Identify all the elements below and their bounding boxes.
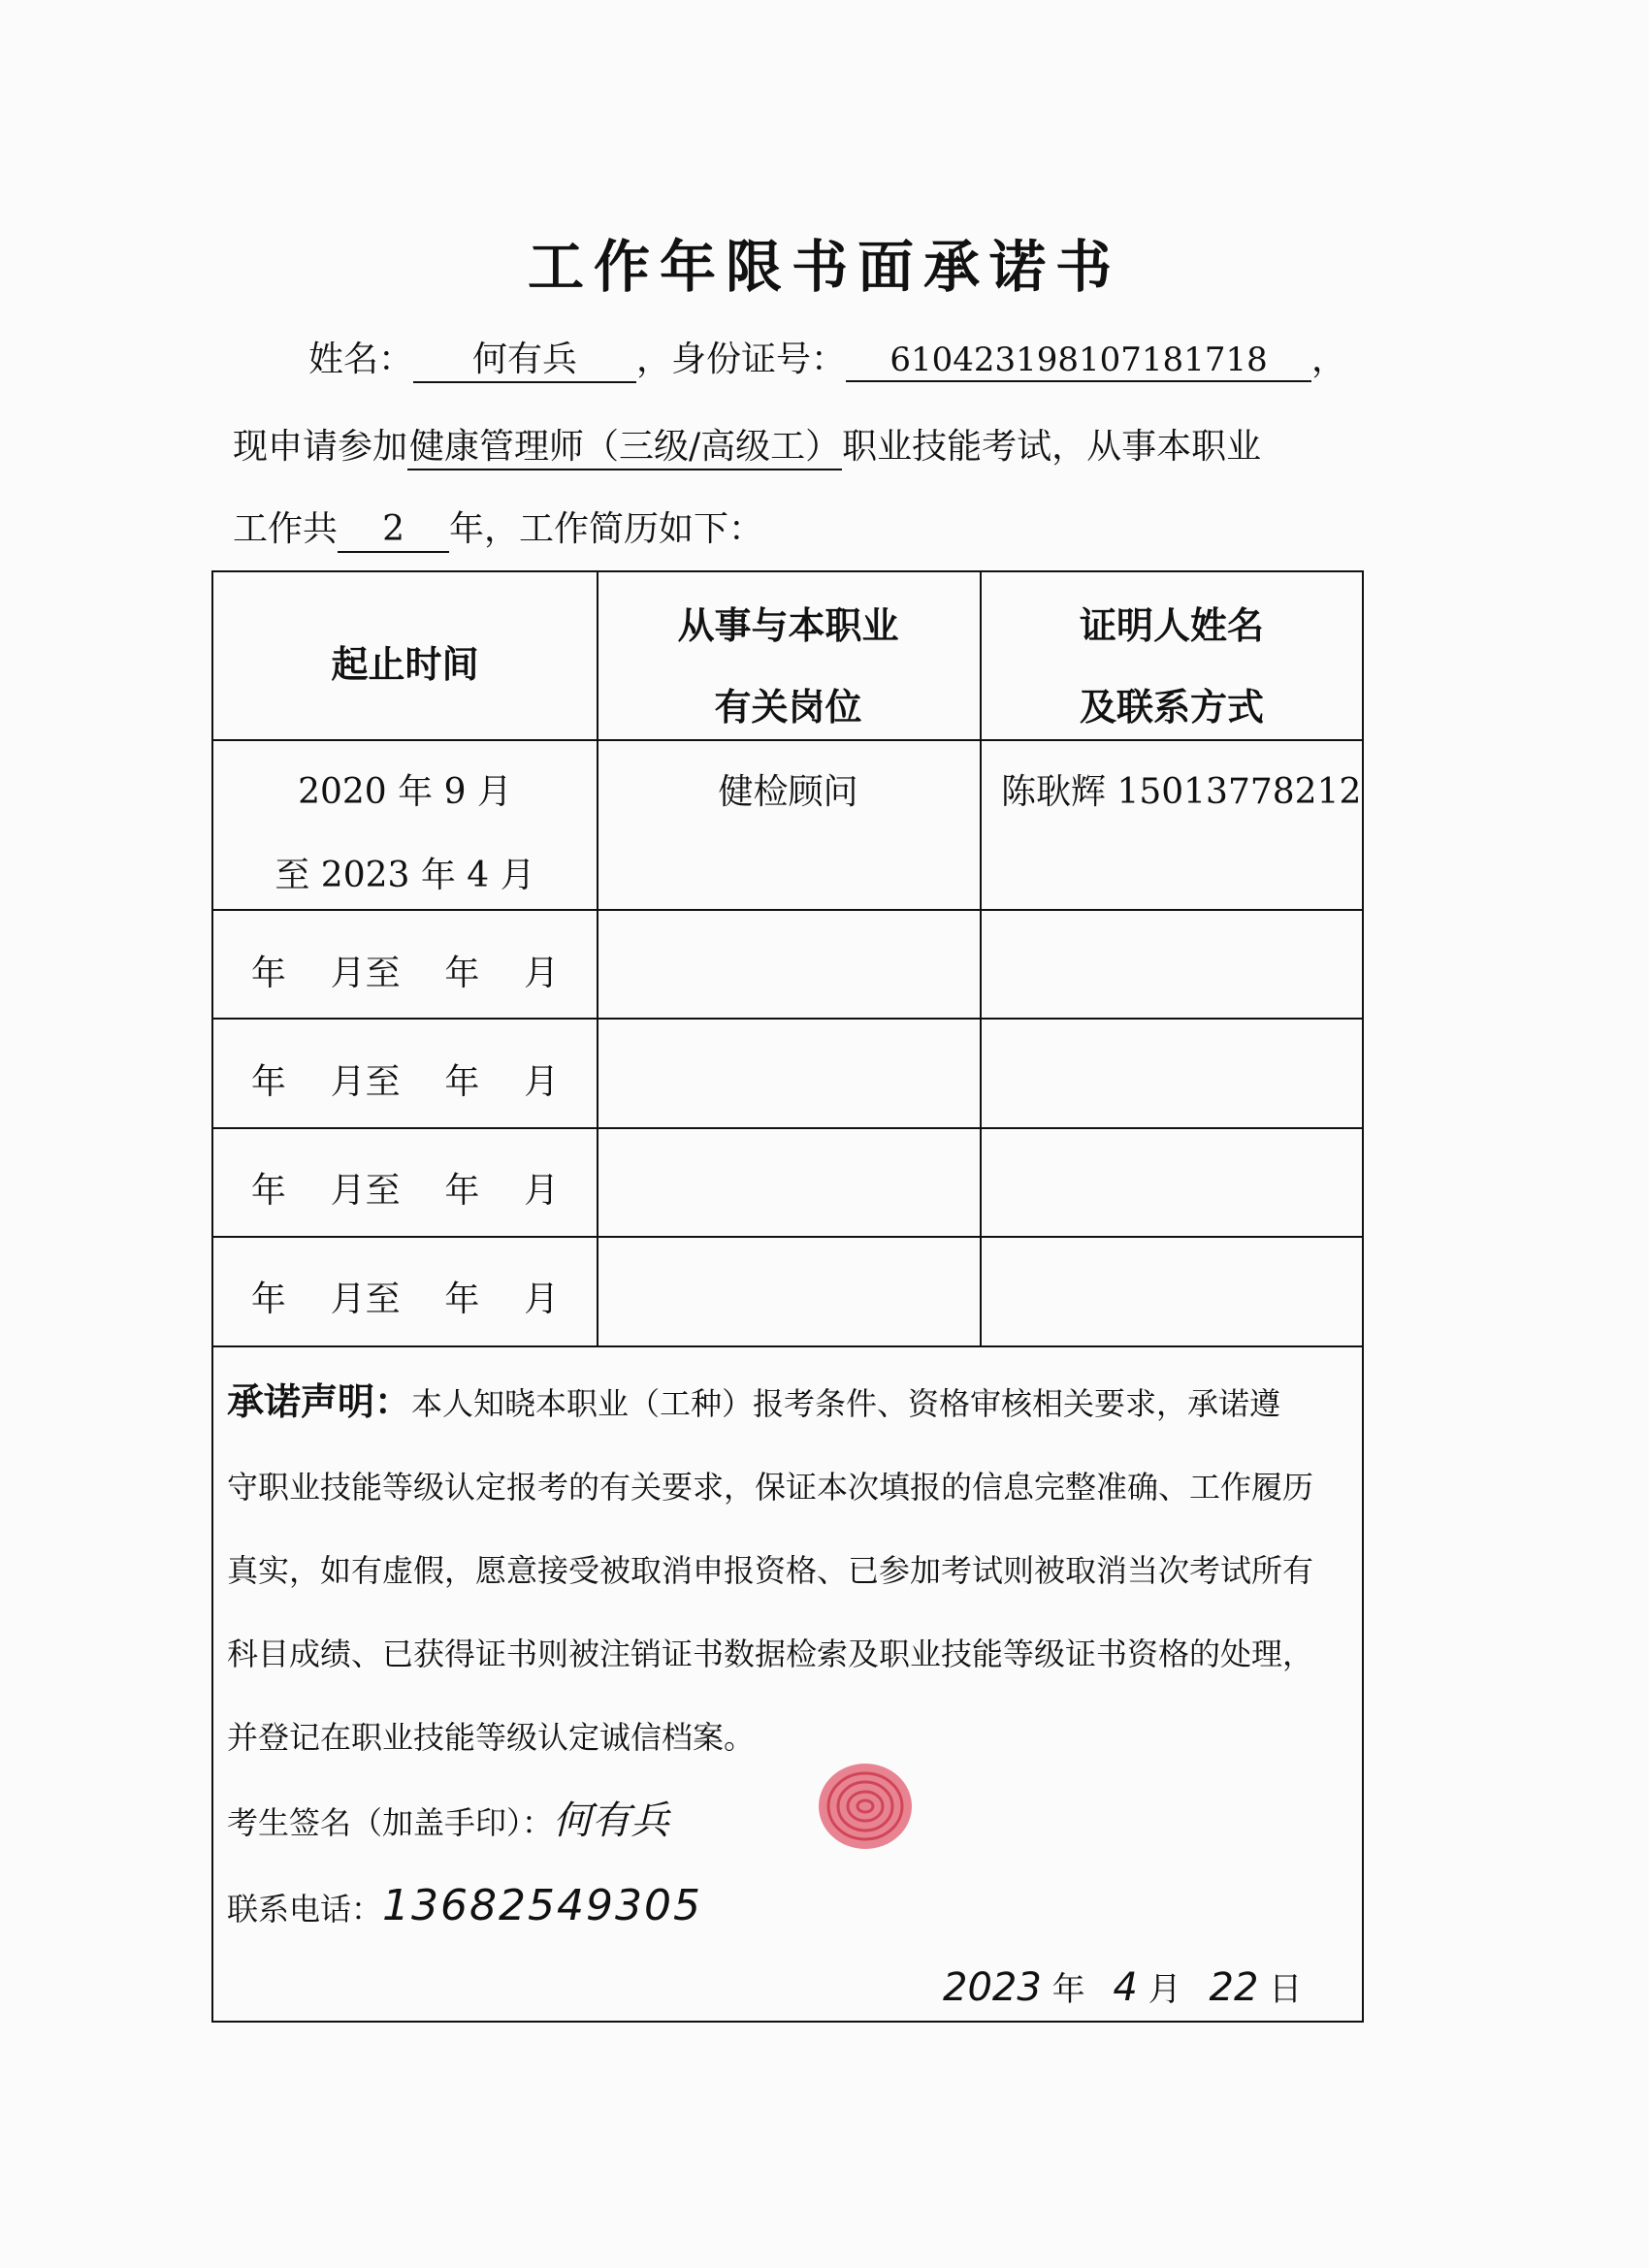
row1-period-end: 至 2023 年 4 月 xyxy=(275,856,535,895)
years-prefix: 工作共 xyxy=(233,509,339,549)
name-label: 姓名： xyxy=(308,340,414,379)
years-suffix: 年，工作简历如下： xyxy=(449,509,764,549)
signature-label: 考生签名（加盖手印）： xyxy=(227,1804,554,1841)
header-witness-line1: 证明人姓名 xyxy=(1079,604,1264,647)
row-divider xyxy=(213,739,1362,741)
apply-suffix: 职业技能考试，从事本职业 xyxy=(842,427,1262,467)
row-divider xyxy=(213,909,1362,911)
pledge-line4: 科目成绩、已获得证书则被注销证书数据检索及职业技能等级证书资格的处理， xyxy=(227,1636,1314,1672)
pledge-line5: 并登记在职业技能等级认定诚信档案。 xyxy=(227,1719,756,1756)
pledge-title: 承诺声明： xyxy=(227,1380,412,1423)
date-year-unit: 年 xyxy=(1051,1970,1085,2009)
header-position-line1: 从事与本职业 xyxy=(677,604,899,647)
id-end: ， xyxy=(1311,340,1347,379)
header-period: 起止时间 xyxy=(331,643,479,686)
apply-line xyxy=(233,427,1262,470)
row1-witness: 陈耿辉 15013778212 xyxy=(1001,772,1362,812)
row-divider xyxy=(213,1345,1362,1347)
work-history-table xyxy=(211,570,1364,2023)
row-divider xyxy=(213,1018,1362,1020)
pledge-line1: 本人知晓本职业（工种）报考条件、资格审核相关要求，承诺遵 xyxy=(411,1385,1281,1422)
date-day-unit: 日 xyxy=(1269,1970,1303,2009)
years-line xyxy=(233,509,764,553)
pledge-statement xyxy=(227,1360,1352,1951)
date-year: 2023 xyxy=(943,1965,1042,2010)
pledge-line3: 真实，如有虚假，愿意接受被取消申报资格、已参加考试则被取消当次考试所有 xyxy=(227,1552,1314,1589)
name-id-line xyxy=(308,342,1346,383)
date-day: 22 xyxy=(1209,1965,1259,2010)
header-position-line2: 有关岗位 xyxy=(714,686,862,729)
pledge-line2: 守职业技能等级认定报考的有关要求，保证本次填报的信息完整准确、工作履历 xyxy=(227,1469,1314,1506)
row-divider xyxy=(213,1236,1362,1238)
date-month-unit: 月 xyxy=(1148,1970,1181,2009)
row4-period: 年 月至 年 月 xyxy=(250,1171,560,1211)
name-value: 何有兵 xyxy=(413,342,636,383)
date-line xyxy=(943,1962,1302,2010)
years-value: 2 xyxy=(338,512,449,553)
apply-prefix: 现申请参加 xyxy=(233,427,408,467)
signature-value: 何有兵 xyxy=(553,1798,670,1843)
phone-line xyxy=(227,1864,1352,1951)
document-title: 工作年限书面承诺书 xyxy=(527,234,1121,300)
row-divider xyxy=(213,1127,1362,1129)
row1-period-start: 2020 年 9 月 xyxy=(298,772,512,812)
row3-period: 年 月至 年 月 xyxy=(250,1062,560,1102)
signature-line xyxy=(227,1779,1352,1864)
id-label: ，身份证号： xyxy=(636,340,847,379)
id-number-value: 610423198107181718 xyxy=(846,343,1311,382)
row1-position: 健检顾问 xyxy=(718,772,858,812)
phone-label: 联系电话： xyxy=(227,1891,383,1928)
fingerprint-stamp xyxy=(807,1753,923,1860)
row2-period: 年 月至 年 月 xyxy=(250,954,560,993)
header-witness-line2: 及联系方式 xyxy=(1079,686,1264,729)
date-month: 4 xyxy=(1113,1965,1138,2010)
phone-value: 13682549305 xyxy=(382,1881,702,1930)
row5-period: 年 月至 年 月 xyxy=(250,1280,560,1319)
job-title-value: 健康管理师（三级/高级工） xyxy=(407,430,842,470)
